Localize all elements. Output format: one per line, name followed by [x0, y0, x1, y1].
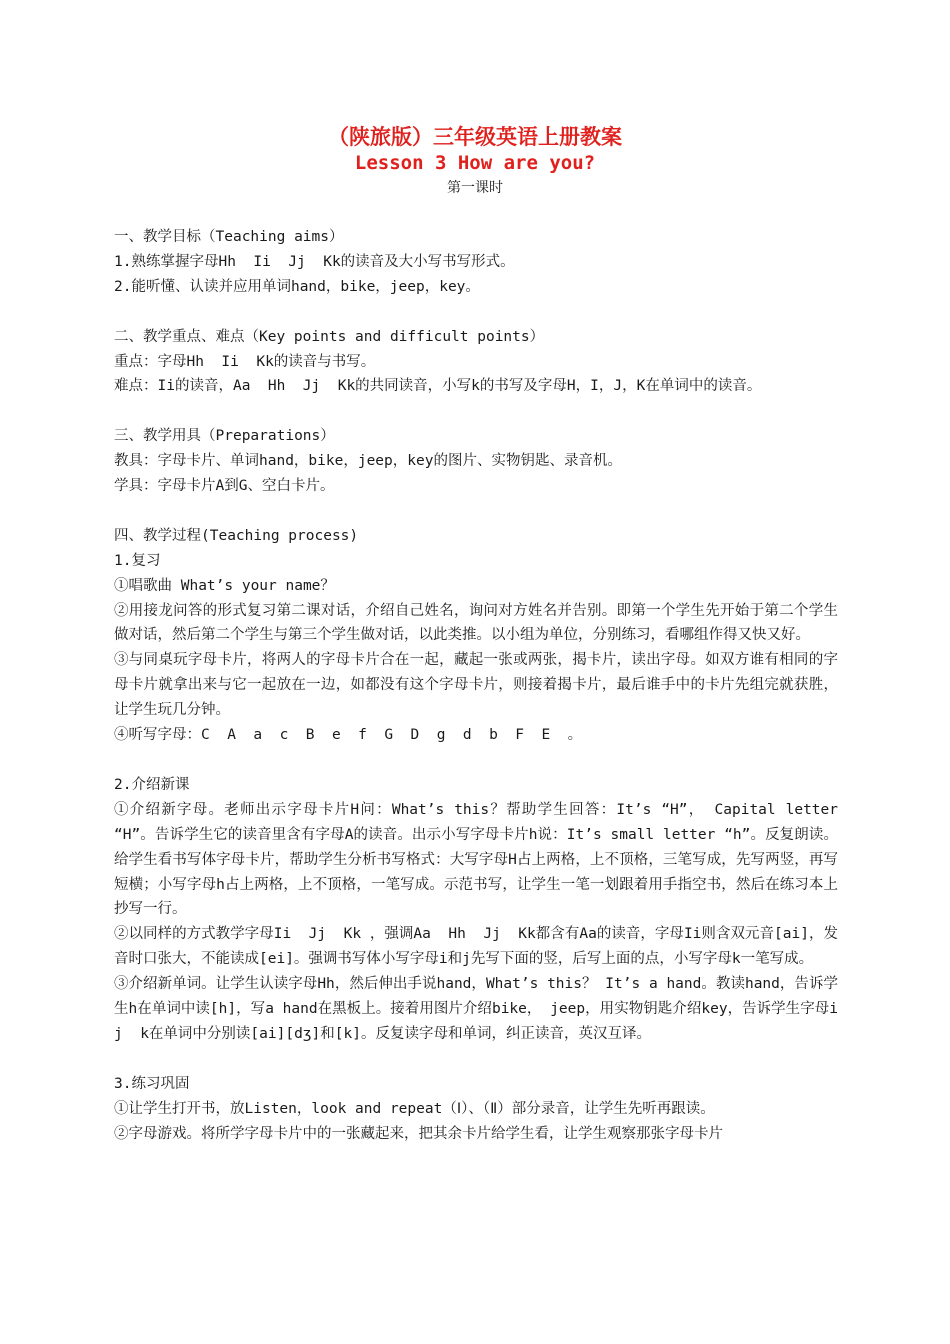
paragraph: 重点：字母Hh Ii Kk的读音与书写。	[114, 353, 376, 370]
spacer	[114, 499, 838, 524]
paragraph: 1.熟练掌握字母Hh Ii Jj Kk的读音及大小写书写形式。	[114, 253, 515, 270]
paragraph: 1.复习	[114, 552, 161, 569]
section-heading: 三、教学用具（Preparations）	[114, 428, 335, 445]
paragraph: ②用接龙问答的形式复习第二课对话，介绍自己姓名，询问对方姓名并告别。即第一个学生先开始于第二个学生做对话，然后第二个学生与第三个学生做对话，以此类推。以小组为单位，分别练习，看哪组作得又快又好。	[114, 602, 838, 644]
paragraph: ④听写字母：C A a c B e f G D g d b F E 。	[114, 727, 583, 744]
section-heading: 一、教学目标（Teaching aims）	[114, 229, 344, 245]
paragraph: 学具：字母卡片A到G、空白卡片。	[114, 478, 335, 495]
paragraph: ③介绍新单词。让学生认读字母Hh，然后伸出手说hand，What’s this？ It’s a hand。教读hand，告诉学生h在单词中读[h]，写a hand在黑板上。接着用图片介绍bike， jeep，用实物钥匙介绍key，告诉学生字母i j k在单词中分别读[ai][dʒ]和[k]。反复读字母和单词，纠正读音，英汉互译。	[114, 976, 856, 1042]
paragraph: ①介绍新字母。老师出示字母卡片H问：What’s this？帮助学生回答：It’s “H”， Capital letter “H”。告诉学生它的读音里含有字母A的读音。出示小写字母卡片h说：It’s small letter “h”。反复朗读。给学生看书写体字母卡片，帮助学生分析书写格式：大写字母H占上两格，上不顶格，三笔写成，先写两竖，再写短横；小写字母h占上两格，上不顶格，一笔写成。示范书写，让学生一笔一划跟着用手指空书，然后在练习本上抄写一行。	[114, 801, 847, 918]
paragraph: ①唱歌曲 What’s your name？	[114, 577, 335, 594]
section-heading: 3.练习巩固	[114, 1075, 190, 1092]
paragraph: ②字母游戏。将所学字母卡片中的一张藏起来，把其余卡片给学生看，让学生观察那张字母卡片	[114, 1125, 723, 1142]
section-heading: 四、教学过程(Teaching process)	[114, 527, 359, 544]
document-title: （陕旅版）三年级英语上册教案	[328, 124, 622, 149]
spacer	[114, 1047, 838, 1072]
section-heading: 二、教学重点、难点（Key points and difficult points）	[114, 328, 545, 345]
paragraph: 教具：字母卡片、单词hand，bike，jeep，key的图片、实物钥匙、录音机。	[114, 453, 622, 470]
spacer	[114, 399, 838, 424]
section-heading: 2.介绍新课	[114, 776, 190, 793]
document-body	[114, 225, 856, 1146]
spacer	[114, 300, 838, 325]
lesson-title: Lesson 3 How are you?	[354, 152, 596, 174]
paragraph: ②以同样的方式教学字母Ii Jj Kk ，强调Aa Hh Jj Kk都含有Aa的读音，字母Ii则含双元音[ai]，发音时口张大，不能读成[ei]。强调书写体小写字母i和j先写下面的竖，后写上面的点，小写字母k一笔写成。	[114, 926, 838, 968]
paragraph: ①让学生打开书，放Listen，look and repeat（Ⅰ）、（Ⅱ）部分录音，让学生先听再跟读。	[114, 1100, 715, 1117]
lesson-subtitle: 第一课时	[447, 180, 503, 196]
paragraph: 2.能听懂、认读并应用单词hand，bike，jeep，key。	[114, 278, 480, 295]
spacer	[114, 748, 838, 773]
paragraph: ③与同桌玩字母卡片，将两人的字母卡片合在一起，藏起一张或两张，揭卡片，读出字母。如双方谁有相同的字母卡片就拿出来与它一起放在一边，如都没有这个字母卡片，则接着揭卡片，最后谁手中的卡片先组完就获胜，让学生玩几分钟。	[114, 652, 838, 719]
paragraph: 难点：Ii的读音，Aa Hh Jj Kk的共同读音，小写k的书写及字母H，I，J，K在单词中的读音。	[114, 378, 762, 395]
